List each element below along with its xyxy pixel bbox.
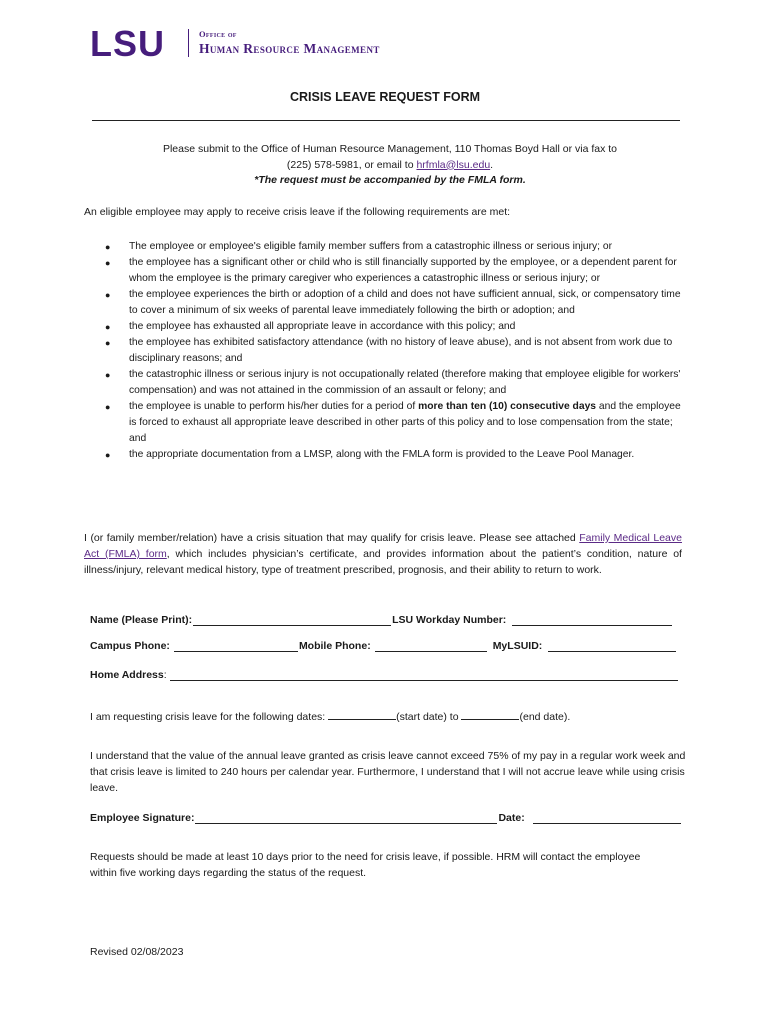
situation-paragraph bbox=[84, 530, 682, 578]
situation-suffix: , which includes physician’s certificate, and provides information about the patient’s condition, nature of illness/injury, relevant medical history, type of treatment prescribed, prognosis, and their ability to return to work. bbox=[84, 548, 682, 576]
eligibility-intro: An eligible employee may apply to receive crisis leave if the following requirements are met: bbox=[84, 206, 511, 218]
dates-row bbox=[90, 709, 570, 725]
address-row bbox=[90, 669, 679, 681]
bullet-icon: ● bbox=[105, 338, 111, 348]
list-item bbox=[100, 447, 690, 463]
email-link[interactable]: hrfmla@lsu.edu bbox=[416, 158, 491, 171]
revised-date: Revised 02/08/2023 bbox=[90, 946, 184, 958]
title-divider bbox=[92, 120, 680, 121]
list-item bbox=[100, 287, 690, 319]
requests-paragraph: Requests should be made at least 10 days prior to the need for crisis leave, if possible. HRM will contact the employee within five working days regarding the status of the request. bbox=[90, 851, 641, 879]
dates-start-label: (start date) to bbox=[396, 711, 462, 723]
office-block bbox=[199, 29, 380, 57]
signature-field[interactable] bbox=[195, 812, 497, 824]
intro-line2 bbox=[90, 158, 690, 174]
department-name: Human Resource Management bbox=[199, 41, 380, 56]
name-row bbox=[90, 614, 673, 626]
requirement-text: the employee experiences the birth or adoption of a child and does not have sufficient annual, sick, or compensatory time to cover a minimum of six weeks of parental leave immediately following the birth or adoption; and bbox=[129, 289, 681, 316]
requirement-text: The employee or employee's eligible family member suffers from a catastrophic illness or serious injury; or bbox=[129, 241, 613, 252]
campus-phone-field[interactable] bbox=[174, 640, 298, 652]
mylsuid-field[interactable] bbox=[548, 640, 676, 652]
bullet-icon: ● bbox=[105, 242, 111, 252]
list-item bbox=[100, 399, 690, 447]
intro-block bbox=[90, 142, 690, 189]
name-field[interactable] bbox=[193, 614, 391, 626]
dates-prefix: I am requesting crisis leave for the following dates: bbox=[90, 711, 329, 723]
bullet-icon: ● bbox=[105, 258, 111, 268]
workday-label: LSU Workday Number: bbox=[392, 614, 507, 626]
requirement-prefix: the employee is unable to perform his/her duties for a period of bbox=[129, 401, 419, 412]
bullet-icon: ● bbox=[105, 322, 111, 332]
date-field[interactable] bbox=[533, 812, 681, 824]
bullet-icon: ● bbox=[105, 290, 111, 300]
bullet-icon: ● bbox=[105, 370, 111, 380]
list-item bbox=[100, 255, 690, 287]
requirement-text: the employee has a significant other or child who is still financially supported by the employee, or a dependent parent for whom the employee is the primary caregiver who experiences a catastrophic illness or serious injury; or bbox=[129, 257, 677, 284]
end-date-field[interactable] bbox=[461, 709, 519, 720]
understand-paragraph: I understand that the value of the annual leave granted as crisis leave cannot exceed 75% of my pay in a regular work week and that crisis leave is limited to 240 hours per calendar year. Furthermore, I understand that I will not accrue leave while using crisis leave. bbox=[90, 750, 686, 794]
fmla-note: *The request must be accompanied by the FMLA form. bbox=[254, 174, 526, 186]
home-address-label: Home Address bbox=[90, 669, 164, 681]
mobile-phone-label: Mobile Phone: bbox=[298, 640, 371, 652]
intro-line2-suffix: . bbox=[490, 158, 494, 171]
requirement-text: the catastrophic illness or serious injury is not occupationally related (therefore making that employee eligible for workers' compensation) and was not attained in the commission of an assault or felony; and bbox=[129, 369, 681, 396]
mobile-phone-field[interactable] bbox=[375, 640, 487, 652]
bullet-icon: ● bbox=[105, 402, 111, 412]
signature-row bbox=[90, 812, 682, 824]
dates-end-label: (end date). bbox=[519, 711, 571, 723]
bullet-icon: ● bbox=[105, 450, 111, 460]
name-label: Name (Please Print): bbox=[90, 614, 193, 626]
start-date-field[interactable] bbox=[328, 709, 396, 720]
requirement-suffix: and the employee is forced to exhaust all appropriate leave described in other parts of this policy and to lose compensation from the state; and bbox=[129, 401, 681, 444]
lsu-logo bbox=[90, 27, 182, 59]
requirement-bold: more than ten (10) consecutive days bbox=[418, 401, 597, 412]
situation-prefix: I (or family member/relation) have a crisis situation that may qualify for crisis leave. Please see attached bbox=[84, 532, 580, 544]
requirements-list bbox=[100, 239, 690, 463]
requirement-text: the appropriate documentation from a LMSP, along with the FMLA form is provided to the Leave Pool Manager. bbox=[129, 449, 635, 460]
page-title: CRISIS LEAVE REQUEST FORM bbox=[289, 90, 481, 104]
logo-divider bbox=[188, 29, 189, 57]
home-address-field[interactable] bbox=[170, 669, 678, 681]
signature-label: Employee Signature: bbox=[90, 812, 195, 824]
list-item bbox=[100, 335, 690, 367]
lsu-logo-text: LSU bbox=[90, 27, 165, 59]
phone-row bbox=[90, 640, 677, 652]
intro-line1: Please submit to the Office of Human Resource Management, 110 Thomas Boyd Hall or via fax to bbox=[162, 143, 618, 155]
intro-line2-prefix: (225) 578-5981, or email to bbox=[286, 158, 417, 171]
date-label: Date: bbox=[498, 812, 525, 824]
list-item bbox=[100, 367, 690, 399]
workday-number-field[interactable] bbox=[512, 614, 672, 626]
header bbox=[90, 26, 380, 60]
requirement-text: the employee has exhibited satisfactory attendance (with no history of leave abuse), and is not absent from work due to disciplinary reasons; and bbox=[129, 337, 673, 364]
mylsuid-label: MyLSUID: bbox=[492, 640, 543, 652]
home-address-colon: : bbox=[163, 669, 167, 681]
office-of-label: Office of bbox=[199, 29, 237, 39]
requirement-text: the employee has exhausted all appropriate leave in accordance with this policy; and bbox=[129, 321, 516, 332]
campus-phone-label: Campus Phone: bbox=[90, 640, 170, 652]
fmla-form-link[interactable]: Family Medical Leave Act (FMLA) form bbox=[84, 532, 682, 560]
list-item bbox=[100, 319, 690, 335]
list-item bbox=[100, 239, 690, 255]
